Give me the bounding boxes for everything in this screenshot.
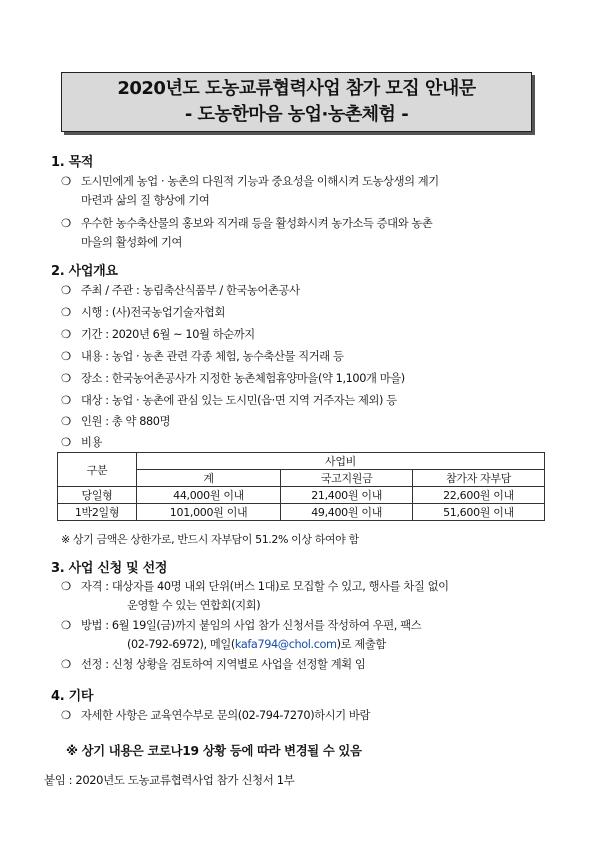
important-note: ※ 상기 내용은 코로나19 상황 등에 따라 변경될 수 있음 [66, 744, 362, 758]
overview-item: ❍ 주최 / 주관 : 농림축산식품부 / 한국농어촌공사 [61, 281, 541, 300]
cost-table [57, 452, 545, 521]
bullet-icon: ❍ [61, 580, 71, 593]
title-line-1: 2020년도 도농교류협력사업 참가 모집 안내문 [117, 78, 476, 99]
qualification-item: ❍ 자격 : 대상자를 40명 내외 단위(버스 1대)로 모집할 수 있고, 행사를 차질 없이 운영할 수 있는 연합회(지회) [61, 577, 541, 615]
title-line-2: - 도농한마음 농업·농촌체험 - [184, 104, 409, 125]
bullet-icon: ❍ [61, 217, 71, 230]
email-link[interactable]: kafa794@chol.com [234, 638, 337, 651]
section-1-item-2: ❍ 우수한 농수축산물의 홍보와 직거래 등을 활성화시켜 농가소득 증대와 농촌 마을의 활성화에 기여 [61, 214, 541, 252]
title-box [61, 72, 532, 132]
table-header-group: 사업비 [137, 453, 545, 470]
bullet-icon: ❍ [61, 372, 71, 385]
bullet-icon: ❍ [61, 709, 71, 722]
bullet-icon: ❍ [61, 394, 71, 407]
selection-item: ❍ 선정 : 신청 상황을 검토하여 지역별로 사업을 선정할 계획 임 [61, 655, 541, 674]
overview-item: ❍ 비용 [61, 433, 541, 452]
cost-note: ※ 상기 금액은 상한가로, 반드시 자부담이 51.2% 이상 하여야 함 [61, 533, 359, 546]
overview-item: ❍ 대상 : 농업 · 농촌에 관심 있는 도시민(읍·면 지역 거주자는 제외) 등 [61, 391, 541, 410]
method-item: ❍ 방법 : 6월 19일(금)까지 붙임의 사업 참가 신청서를 작성하여 우편, 팩스 (02-792-6972), 메일(kafa794@chol.com)로 제출함 [61, 616, 541, 654]
table-col-total: 계 [137, 470, 281, 487]
bullet-icon: ❍ [61, 658, 71, 671]
overview-item: ❍ 인원 : 총 약 880명 [61, 412, 541, 431]
table-row: 1박2일형 101,000원 이내 49,400원 이내 51,600원 이내 [58, 504, 545, 521]
section-1-heading: 1. 목적 [51, 155, 94, 170]
table-row: 당일형 44,000원 이내 21,400원 이내 22,600원 이내 [58, 487, 545, 504]
table-col-subsidy: 국고지원금 [281, 470, 413, 487]
bullet-icon: ❍ [61, 175, 71, 188]
bullet-icon: ❍ [61, 415, 71, 428]
bullet-icon: ❍ [61, 619, 71, 632]
section-3-heading: 3. 사업 신청 및 선정 [51, 561, 168, 576]
bullet-icon: ❍ [61, 328, 71, 341]
table-col-self-pay: 참가자 자부담 [413, 470, 545, 487]
section-1-item-1: ❍ 도시민에게 농업 · 농촌의 다원적 기능과 중요성을 이해시켜 도농상생의 계기 마련과 삶의 질 향상에 기여 [61, 172, 541, 210]
overview-item: ❍ 내용 : 농업 · 농촌 관련 각종 체험, 농수축산물 직거래 등 [61, 347, 541, 366]
contact-item: ❍ 자세한 사항은 교육연수부로 문의(02-794-7270)하시기 바람 [61, 706, 541, 725]
bullet-icon: ❍ [61, 436, 71, 449]
bullet-icon: ❍ [61, 284, 71, 297]
overview-item: ❍ 시행 : (사)전국농업기술자협회 [61, 303, 541, 322]
bullet-icon: ❍ [61, 306, 71, 319]
overview-item: ❍ 기간 : 2020년 6월 ~ 10월 하순까지 [61, 325, 541, 344]
overview-item: ❍ 장소 : 한국농어촌공사가 지정한 농촌체험휴양마을(약 1,100개 마을) [61, 369, 541, 388]
section-2-heading: 2. 사업개요 [51, 264, 118, 279]
bullet-icon: ❍ [61, 350, 71, 363]
table-header-category: 구분 [58, 453, 137, 487]
attachment-line: 붙임 : 2020년도 도농교류협력사업 참가 신청서 1부 [44, 773, 295, 787]
section-4-heading: 4. 기타 [51, 689, 94, 704]
